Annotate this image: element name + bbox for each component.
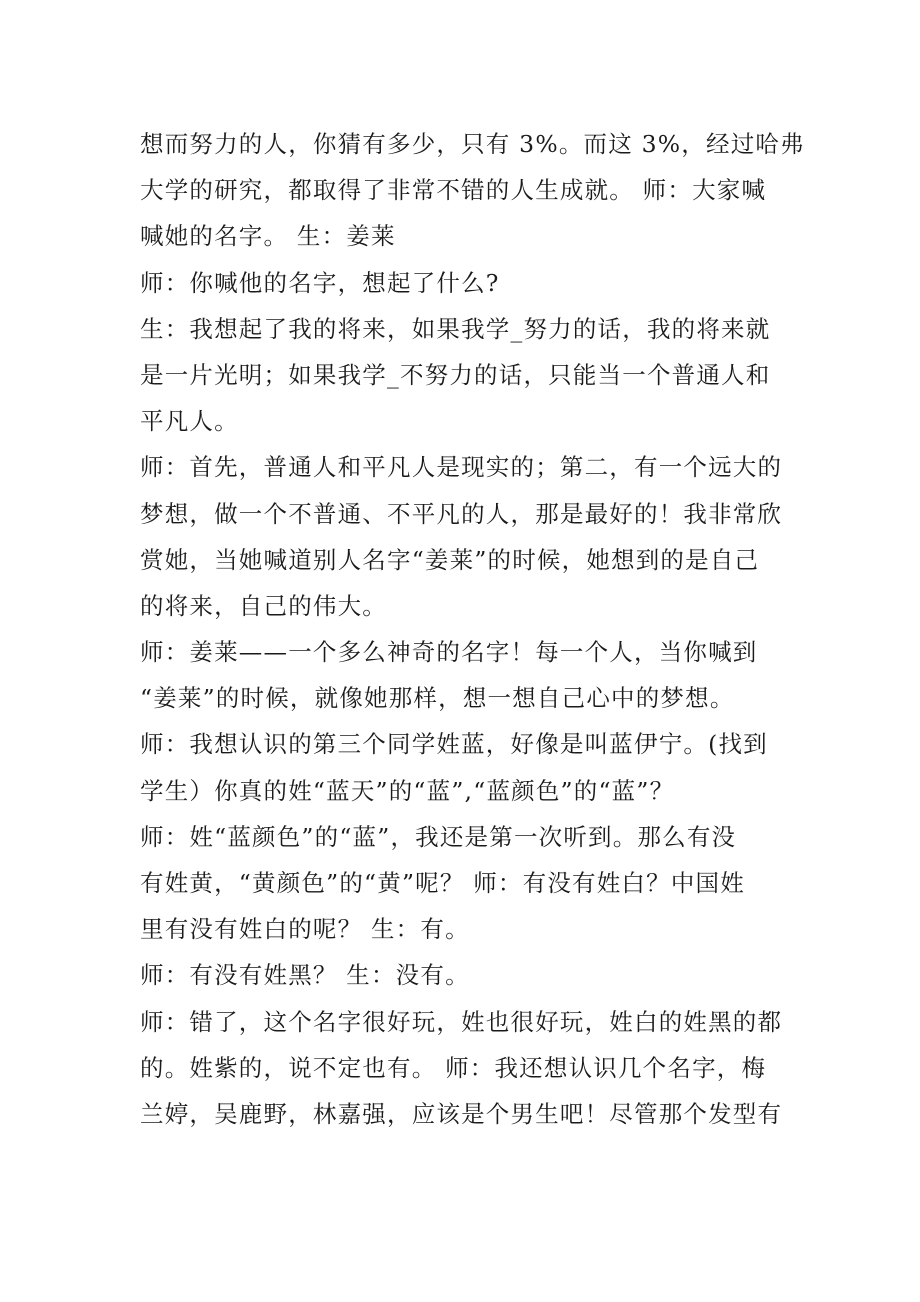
text-line: 的将来，自己的伟大。 — [140, 591, 387, 620]
text-line: 有姓黄，“黄颜色”的“黄”呢？ 师：有没有姓白？中国姓 — [140, 869, 745, 897]
text-line: 师：有没有姓黑？ 生：没有。 — [140, 961, 470, 990]
body-text — [140, 121, 805, 1137]
text-line: 喊她的名字。 生：姜莱 — [140, 222, 396, 251]
text-line: 梦想，做一个不普通、不平凡的人，那是最好的！我非常欣 — [140, 499, 783, 528]
text-line: 生：我想起了我的将来，如果我学_努力的话，我的将来就 — [140, 314, 771, 343]
text-line: 的。姓紫的，说不定也有。 师：我还想认识几个名字，梅 — [140, 1053, 767, 1082]
text-line: 师：姜莱——一个多么神奇的名字！每一个人，当你喊到 — [140, 638, 758, 667]
text-line: 学生）你真的姓“蓝天”的“蓝”,“蓝颜色”的“蓝”？ — [140, 776, 675, 805]
text-line: 里有没有姓白的呢？ 生：有。 — [140, 915, 470, 944]
text-line: 是一片光明；如果我学_不努力的话，只能当一个普通人和 — [140, 360, 771, 389]
text-line: 平凡人。 — [140, 407, 239, 436]
text-line: 师：错了，这个名字很好玩，姓也很好玩，姓白的姓黑的都 — [140, 1007, 783, 1036]
text-line: 大学的研究，都取得了非常不错的人生成就。 师：大家喊 — [140, 176, 767, 205]
text-line: 兰婷，吴鹿野，林嘉强，应该是个男生吧！尽管那个发型有 — [140, 1099, 783, 1128]
text-line: 师：首先，普通人和平凡人是现实的；第二，有一个远大的 — [140, 453, 783, 482]
text-line: 师：我想认识的第三个同学姓蓝，好像是叫蓝伊宁。(找到 — [140, 730, 768, 759]
text-line: 想而努力的人，你猜有多少，只有 3%。而这 3%，经过哈弗 — [140, 130, 805, 158]
text-line: 师：你喊他的名字，想起了什么? — [140, 268, 500, 297]
text-line: 赏她，当她喊道别人名字“姜莱”的时候，她想到的是自己 — [140, 545, 760, 574]
text-line: 师：姓“蓝颜色”的“蓝”，我还是第一次听到。那么有没 — [140, 822, 737, 851]
text-line: “姜莱”的时候，就像她那样，想一想自己心中的梦想。 — [140, 684, 735, 713]
